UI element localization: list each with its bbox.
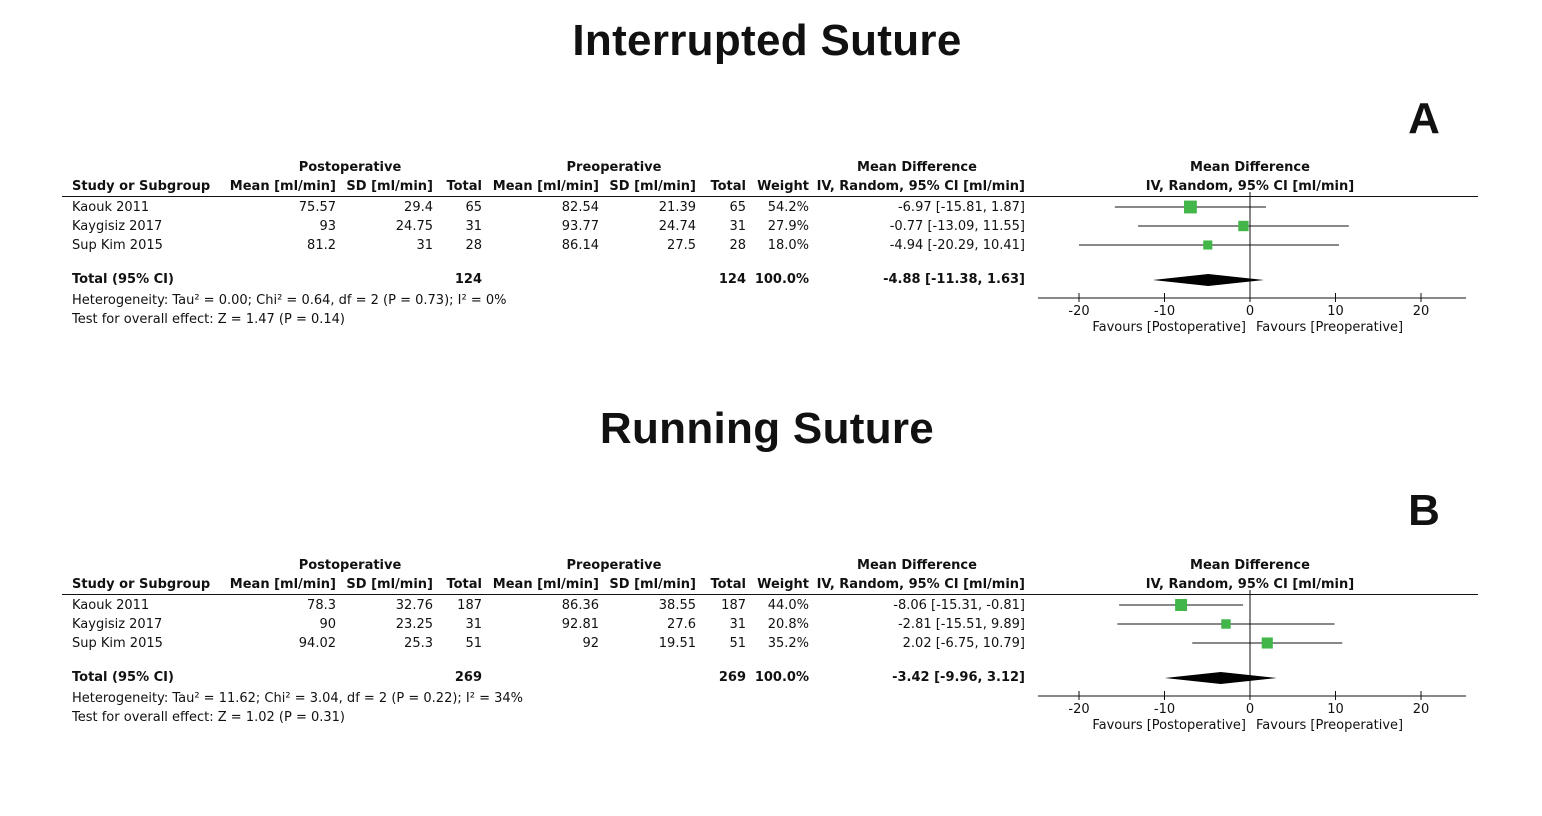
study-marker bbox=[1262, 637, 1273, 648]
pre-total: 31 bbox=[729, 219, 746, 234]
col-header-pre-sd: SD [ml/min] bbox=[609, 179, 696, 194]
pre-mean: 93.77 bbox=[561, 219, 599, 234]
x-tick-label: 20 bbox=[1412, 702, 1430, 717]
col-header-weight: Weight bbox=[757, 577, 809, 592]
col-header-post-mean: Mean [ml/min] bbox=[229, 577, 336, 592]
plot-col-header-ci: IV, Random, 95% CI [ml/min] bbox=[1145, 577, 1355, 592]
panel-label-b: B bbox=[1408, 486, 1440, 535]
pre-sd: 27.5 bbox=[667, 238, 696, 253]
plot-col-header-ci: IV, Random, 95% CI [ml/min] bbox=[1145, 179, 1355, 194]
pooled-diamond bbox=[1165, 672, 1277, 684]
col-header-md-ci: IV, Random, 95% CI [ml/min] bbox=[816, 179, 1025, 194]
post-mean: 93 bbox=[319, 219, 336, 234]
plot-header-mean-difference: Mean Difference bbox=[1190, 160, 1310, 175]
favours-left-label: Favours [Postoperative] bbox=[1092, 718, 1246, 733]
post-mean: 78.3 bbox=[307, 598, 336, 613]
post-sd: 31 bbox=[416, 238, 433, 253]
overall-effect-test: Test for overall effect: Z = 1.47 (P = 0.14) bbox=[72, 312, 345, 327]
title-running-suture: Running Suture bbox=[599, 404, 935, 453]
post-total: 28 bbox=[465, 238, 482, 253]
forest-plot-a bbox=[1030, 0, 1480, 340]
x-tick-label: -20 bbox=[1068, 304, 1090, 319]
group-header-preoperative: Preoperative bbox=[566, 160, 662, 175]
pre-mean: 86.36 bbox=[561, 598, 599, 613]
pre-mean: 92 bbox=[582, 636, 599, 651]
pre-total: 31 bbox=[729, 617, 746, 632]
favours-left-label: Favours [Postoperative] bbox=[1092, 320, 1246, 335]
post-total: 51 bbox=[465, 636, 482, 651]
post-total: 65 bbox=[465, 200, 482, 215]
col-header-study: Study or Subgroup bbox=[72, 179, 211, 194]
post-mean: 94.02 bbox=[298, 636, 336, 651]
mean-difference-ci: -0.77 [-13.09, 11.55] bbox=[889, 219, 1025, 234]
study-marker bbox=[1238, 221, 1248, 231]
col-header-post-mean: Mean [ml/min] bbox=[229, 179, 336, 194]
pre-total-sum: 269 bbox=[718, 670, 746, 685]
study-marker bbox=[1221, 619, 1230, 628]
study-name: Kaouk 2011 bbox=[72, 200, 150, 215]
col-header-post-sd: SD [ml/min] bbox=[346, 577, 433, 592]
heterogeneity-stats: Heterogeneity: Tau² = 11.62; Chi² = 3.04, df = 2 (P = 0.22); I² = 34% bbox=[72, 691, 524, 706]
study-name: Kaygisiz 2017 bbox=[72, 617, 163, 632]
x-tick-label: 0 bbox=[1245, 702, 1255, 717]
pre-mean: 92.81 bbox=[561, 617, 599, 632]
mean-difference-ci: -2.81 [-15.51, 9.89] bbox=[897, 617, 1025, 632]
col-header-post-sd: SD [ml/min] bbox=[346, 179, 433, 194]
study-name: Kaygisiz 2017 bbox=[72, 219, 163, 234]
plot-header-mean-difference: Mean Difference bbox=[1190, 558, 1310, 573]
x-tick-label: 10 bbox=[1327, 702, 1344, 717]
panel-label-a: A bbox=[1408, 94, 1440, 143]
pre-total: 28 bbox=[729, 238, 746, 253]
pre-total: 65 bbox=[729, 200, 746, 215]
x-tick-label: 10 bbox=[1327, 304, 1344, 319]
weight: 18.0% bbox=[767, 238, 809, 253]
col-header-pre-mean: Mean [ml/min] bbox=[492, 179, 599, 194]
total-weight: 100.0% bbox=[754, 670, 809, 685]
total-label: Total (95% CI) bbox=[72, 670, 174, 685]
study-marker bbox=[1175, 599, 1187, 611]
pre-sd: 21.39 bbox=[658, 200, 696, 215]
x-tick-label: -20 bbox=[1068, 702, 1090, 717]
post-total: 31 bbox=[465, 219, 482, 234]
overall-effect-test: Test for overall effect: Z = 1.02 (P = 0.31) bbox=[72, 710, 345, 725]
col-header-post-total: Total bbox=[446, 577, 482, 592]
x-tick-label: 0 bbox=[1245, 304, 1255, 319]
col-header-pre-sd: SD [ml/min] bbox=[609, 577, 696, 592]
favours-right-label: Favours [Preoperative] bbox=[1256, 320, 1404, 335]
post-total-sum: 269 bbox=[454, 670, 482, 685]
pooled-diamond bbox=[1153, 274, 1264, 286]
post-mean: 81.2 bbox=[307, 238, 336, 253]
mean-difference-ci: -6.97 [-15.81, 1.87] bbox=[897, 200, 1025, 215]
pre-sd: 19.51 bbox=[658, 636, 696, 651]
group-header-preoperative: Preoperative bbox=[566, 558, 662, 573]
pre-total: 187 bbox=[721, 598, 746, 613]
pooled-mean-difference-ci: -3.42 [-9.96, 3.12] bbox=[892, 670, 1025, 685]
pre-mean: 86.14 bbox=[561, 238, 599, 253]
col-header-pre-total: Total bbox=[710, 577, 746, 592]
group-header-mean-difference: Mean Difference bbox=[857, 558, 977, 573]
x-tick-label: -10 bbox=[1153, 702, 1176, 717]
post-sd: 23.25 bbox=[395, 617, 433, 632]
col-header-study: Study or Subgroup bbox=[72, 577, 211, 592]
pre-mean: 82.54 bbox=[561, 200, 599, 215]
forest-plot-b bbox=[1030, 398, 1480, 738]
col-header-md-ci: IV, Random, 95% CI [ml/min] bbox=[816, 577, 1025, 592]
post-sd: 24.75 bbox=[395, 219, 433, 234]
title-interrupted-suture: Interrupted Suture bbox=[572, 16, 962, 65]
pre-total-sum: 124 bbox=[718, 272, 746, 287]
study-name: Kaouk 2011 bbox=[72, 598, 150, 613]
col-header-weight: Weight bbox=[757, 179, 809, 194]
heterogeneity-stats: Heterogeneity: Tau² = 0.00; Chi² = 0.64, df = 2 (P = 0.73); I² = 0% bbox=[72, 293, 507, 308]
total-weight: 100.0% bbox=[754, 272, 809, 287]
weight: 27.9% bbox=[767, 219, 809, 234]
weight: 44.0% bbox=[767, 598, 809, 613]
study-name: Sup Kim 2015 bbox=[72, 238, 163, 253]
mean-difference-ci: -8.06 [-15.31, -0.81] bbox=[893, 598, 1025, 613]
post-sd: 29.4 bbox=[404, 200, 433, 215]
post-total: 31 bbox=[465, 617, 482, 632]
favours-right-label: Favours [Preoperative] bbox=[1256, 718, 1404, 733]
forest-panel-b bbox=[0, 398, 1542, 806]
pooled-mean-difference-ci: -4.88 [-11.38, 1.63] bbox=[883, 272, 1025, 287]
col-header-pre-total: Total bbox=[710, 179, 746, 194]
post-total-sum: 124 bbox=[454, 272, 482, 287]
post-mean: 75.57 bbox=[298, 200, 336, 215]
weight: 20.8% bbox=[767, 617, 809, 632]
study-marker bbox=[1184, 201, 1197, 214]
pre-sd: 27.6 bbox=[667, 617, 696, 632]
group-header-postoperative: Postoperative bbox=[298, 160, 402, 175]
col-header-post-total: Total bbox=[446, 179, 482, 194]
post-mean: 90 bbox=[319, 617, 336, 632]
post-sd: 25.3 bbox=[404, 636, 433, 651]
pre-sd: 24.74 bbox=[658, 219, 696, 234]
group-header-mean-difference: Mean Difference bbox=[857, 160, 977, 175]
x-tick-label: -10 bbox=[1153, 304, 1176, 319]
pre-total: 51 bbox=[729, 636, 746, 651]
col-header-pre-mean: Mean [ml/min] bbox=[492, 577, 599, 592]
group-header-postoperative: Postoperative bbox=[298, 558, 402, 573]
x-tick-label: 20 bbox=[1412, 304, 1430, 319]
mean-difference-ci: 2.02 [-6.75, 10.79] bbox=[902, 636, 1025, 651]
study-name: Sup Kim 2015 bbox=[72, 636, 163, 651]
pre-sd: 38.55 bbox=[658, 598, 696, 613]
weight: 35.2% bbox=[767, 636, 809, 651]
weight: 54.2% bbox=[767, 200, 809, 215]
mean-difference-ci: -4.94 [-20.29, 10.41] bbox=[889, 238, 1025, 253]
post-total: 187 bbox=[457, 598, 482, 613]
total-label: Total (95% CI) bbox=[72, 272, 174, 287]
study-marker bbox=[1203, 240, 1212, 249]
post-sd: 32.76 bbox=[395, 598, 433, 613]
